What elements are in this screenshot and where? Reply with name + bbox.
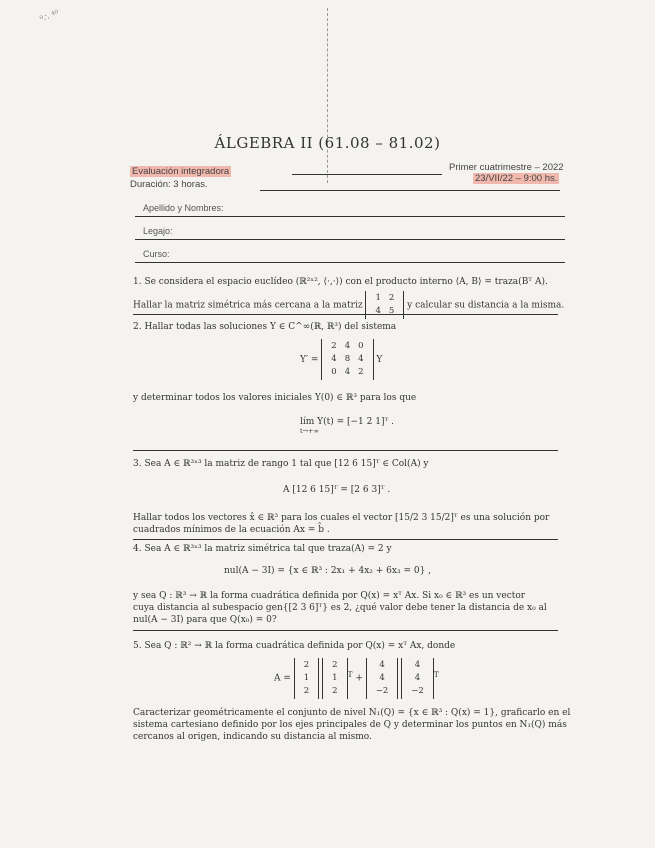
fold-crease bbox=[327, 8, 328, 183]
rule-4 bbox=[133, 630, 558, 631]
vector-b: 2 1 2 bbox=[322, 658, 347, 699]
eq-5: A = 2 1 2 2 1 $2^T + 4$ 4 −2 4 4 $-2^T$ bbox=[274, 658, 439, 699]
date: 23/VII/22 – 9:00 hs. bbox=[475, 173, 558, 184]
page-title: ÁLGEBRA II (61.08 – 81.02) bbox=[214, 134, 441, 152]
course-line[interactable] bbox=[135, 262, 565, 263]
header-rule-2 bbox=[260, 190, 560, 191]
course-label: Curso: bbox=[143, 249, 170, 259]
corner-smudge: ⁰∴ ⁴⁰ bbox=[38, 8, 61, 26]
rule-3 bbox=[133, 539, 558, 540]
problem-2b: y determinar todos los valores iniciales Y(0) ∈ ℝ³ para los que bbox=[133, 393, 417, 403]
problem-3: 3. Sea A ∈ ℝ³ˣ³ la matriz de rango 1 tal que [12 6 15]ᵀ ∈ Col(A) y bbox=[133, 459, 429, 469]
problem-2: 2. Hallar todas las soluciones Y ∈ C^∞(ℝ, ℝ³) del sistema bbox=[133, 322, 397, 332]
eq-4: nul(A − 3I) = {x ∈ ℝ³ : 2x₁ + 4x₂ + 6x₃ = 0} , bbox=[224, 566, 432, 576]
rule-1 bbox=[133, 314, 558, 315]
header-rule bbox=[292, 174, 442, 175]
duration: Duración: 3 horas. bbox=[130, 179, 208, 190]
padron-label: Legajo: bbox=[143, 226, 173, 236]
eq-3: A [12 6 15]ᵀ = [2 6 3]ᵀ . bbox=[283, 485, 391, 495]
problem-4: 4. Sea A ∈ ℝ³ˣ³ la matriz simétrica tal que traza(A) = 2 y bbox=[133, 544, 392, 554]
problem-5: 5. Sea Q : ℝ² → ℝ la forma cuadrática definida por Q(x) = xᵀ Ax, donde bbox=[133, 641, 456, 651]
vector-d: 4 4 −2 bbox=[401, 658, 434, 699]
problem-1: 1. Se considera el espacio euclídeo (ℝ²ˣ², ⟨·,·⟩) con el producto interno ⟨A, B⟩ = traza(Bᵀ A). Hallar la matriz simétrica más cercana a la matriz 1 2 4 5 y calcular su distancia a la misma. bbox=[133, 276, 573, 319]
eq-2: Y′ = 2 4 0 4 8 4 0 4 2 Y bbox=[300, 339, 382, 380]
rule-2 bbox=[133, 450, 558, 451]
matrix-1: 1 2 4 5 bbox=[365, 291, 404, 319]
problem-3b: Hallar todos los vectores x̂ ∈ ℝ³ para los cuales el vector [15/2 3 15/2]ᵀ es una solución por cuadrados mínimos de la ecuación Ax = b̂ . bbox=[133, 513, 550, 535]
vector-a: 2 1 2 bbox=[294, 658, 319, 699]
term: Primer cuatrimestre – 2022 bbox=[449, 162, 564, 173]
matrix-2: 2 4 0 4 8 4 0 4 2 bbox=[321, 339, 373, 380]
name-line[interactable] bbox=[135, 216, 565, 217]
limit-eq: lím Y(t) = [−1 2 1]ᵀ . t→+∞ bbox=[300, 417, 394, 435]
name-label: Apellido y Nombres: bbox=[143, 203, 224, 213]
eval-label: Evaluación integradora bbox=[132, 166, 230, 177]
vector-c: 4 4 −2 bbox=[366, 658, 399, 699]
problem-4b: y sea Q : ℝ³ → ℝ la forma cuadrática definida por Q(x) = xᵀ Ax. Si x₀ ∈ ℝ³ es un vector cuya distancia al subespacio gen{[2 3 6]ᵀ} es 2, ¿qué valor debe tener la distancia de x₀ al nul(A − 3I) para que Q(x₀) = 0? bbox=[133, 591, 547, 625]
padron-line[interactable] bbox=[135, 239, 565, 240]
problem-5b: Caracterizar geométricamente el conjunto de nivel N₁(Q) = {x ∈ ℝ³ : Q(x) = 1}, graficarlo en el sistema cartesiano definido por los ejes principales de Q y determinar los puntos en N₁(Q) más cercanos al origen, indicando su distancia al mismo. bbox=[133, 708, 571, 742]
